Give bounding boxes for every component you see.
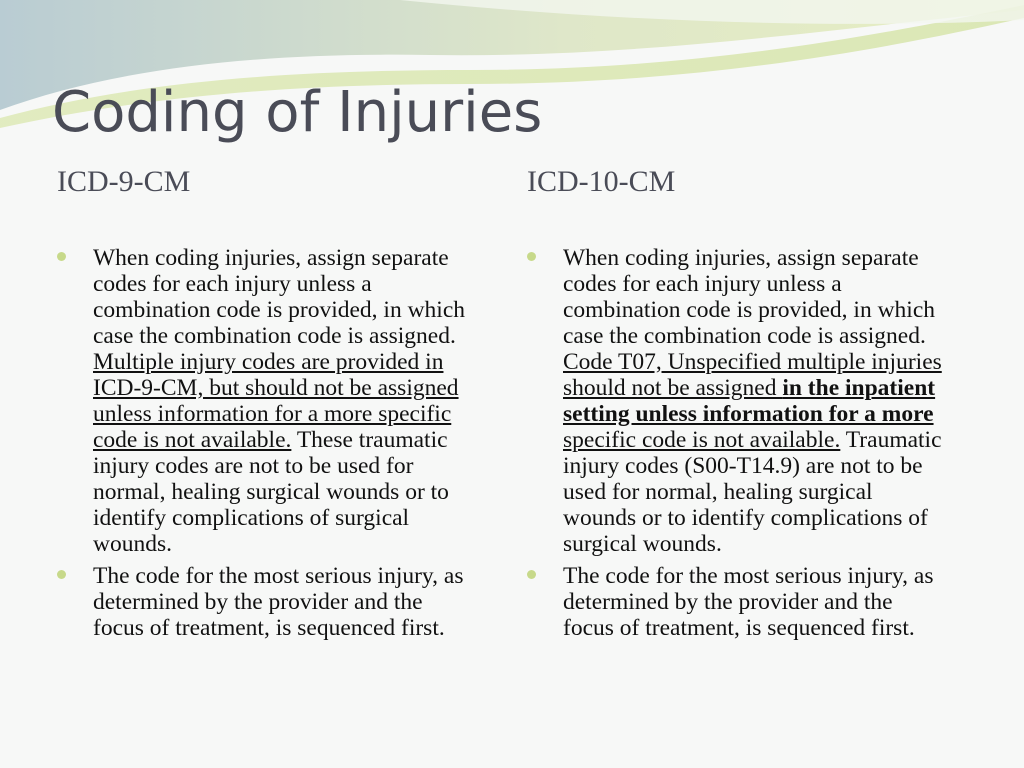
bullet-dot-icon [527,252,536,261]
icd9-bullet-list [57,245,477,641]
icd10-b1-text: When coding injuries, assign separate codes for each injury unless a combination code is provided, in which case the combination code is assigned. [563,245,936,349]
icd10-bullet-2 [527,563,947,641]
icd9-bullet-2 [57,563,477,641]
bullet-dot-icon [57,570,66,579]
icd10-column [527,165,947,647]
icd9-b1-text-2: These traumatic injury codes are not to be used for normal, healing surgical wounds or to identify complications of surgical wounds. [93,427,449,557]
icd10-b1-underline: Code T07, Unspecified multiple injuries should not be assigned [563,349,942,401]
icd9-heading: ICD-9-CM [57,165,191,198]
icd10-b2-text: The code for the most serious injury, as determined by the provider and the focus of treatment, is sequenced first. [563,563,934,641]
icd10-b1-underline-2: specific code is not available. [563,427,841,453]
icd9-b2-text: The code for the most serious injury, as determined by the provider and the focus of treatment, is sequenced first. [93,563,464,641]
slide-title: Coding of Injuries [52,80,543,145]
icd10-b1-text-2: Traumatic injury codes (S00-T14.9) are not to be used for normal, healing surgical wounds or to identify complications of surgical wounds. [563,427,942,557]
bullet-dot-icon [57,252,66,261]
icd9-column [57,165,477,647]
icd10-heading: ICD-10-CM [527,165,676,198]
icd9-b1-underline: Multiple injury codes are provided in ICD-9-CM, but should not be assigned unless information for a more specific code is not available. [93,349,459,453]
icd10-b1-bold-underline: in the inpatient setting unless information for a more [563,375,936,427]
icd9-bullet-1 [57,245,477,557]
icd9-b1-text: When coding injuries, assign separate codes for each injury unless a combination code is provided, in which case the combination code is assigned. [93,245,466,349]
bullet-dot-icon [527,570,536,579]
icd10-bullet-list [527,245,947,641]
icd10-bullet-1 [527,245,947,557]
